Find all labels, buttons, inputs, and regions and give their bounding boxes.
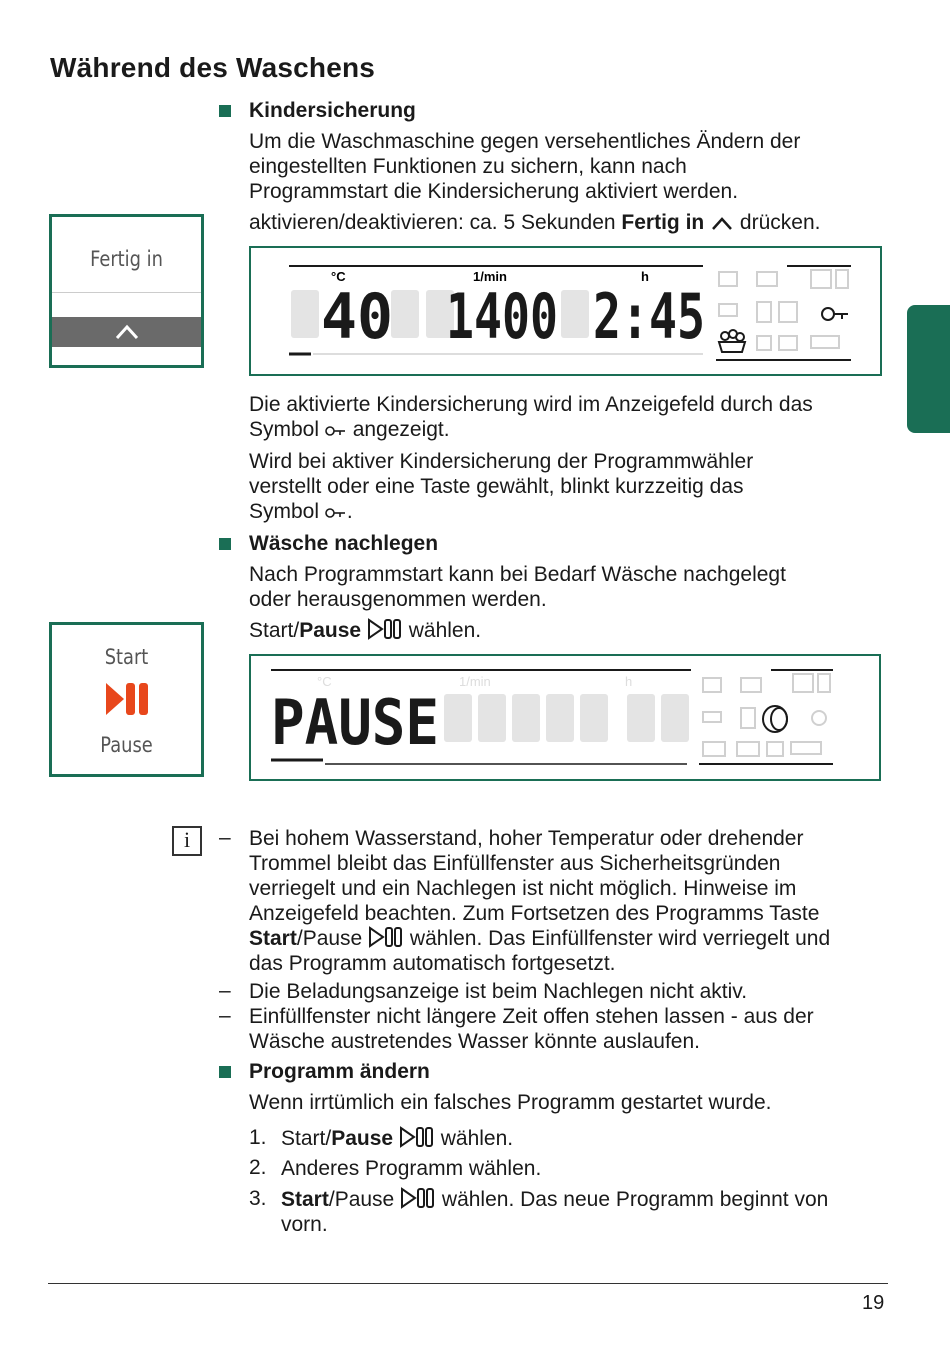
pause-text: PAUSE [271,686,439,759]
chevron-up-icon [710,214,734,232]
list-dash: – [219,1004,231,1027]
bullet-square [219,538,231,550]
info-item-2: Die Beladungsanzeige ist beim Nachlegen nicht aktiv. [249,980,748,1003]
section-title-programm: Programm ändern [249,1060,430,1083]
unit-time: h [641,269,649,284]
lcd-display [251,656,879,779]
spin-value: 1400 [446,280,558,353]
child-lock-blink-text: Wird bei aktiver Kindersicherung der Programmwähler verstellt oder eine Taste gewählt, blinkt kurzzeitig das Symbol . [249,450,754,523]
unit-time: h [625,674,633,689]
footer-divider [48,1283,888,1284]
kindersicherung-activate-text: aktivieren/deaktivieren: ca. 5 Sekunden Fertig in drücken. [249,211,821,234]
step-3: Start/Pause wählen. Das neue Programm beginnt von vorn. [281,1188,829,1236]
list-dash: – [219,979,231,1002]
program-icons [703,674,830,756]
info-icon: i [172,826,202,856]
start-pause-icon [104,681,152,717]
start-pause-icon [368,926,404,948]
list-dash: – [219,826,231,849]
chapter-tab [907,305,950,433]
temp-value: 40 [321,280,393,353]
key-icon [325,425,347,439]
key-icon [822,308,848,320]
display-panel-child-lock [249,246,882,376]
unit-temp: °C [317,674,332,689]
start-pause-icon [400,1187,436,1209]
step-number: 3. [249,1187,267,1210]
key-icon [325,507,347,521]
kindersicherung-intro: Um die Waschmaschine gegen versehentliches Ändern der eingestellten Funktionen zu sichern, kann nach Programmstart die Kindersicherung aktiviert werden. [249,130,801,203]
fertig-in-button-panel [49,214,204,368]
chevron-up-icon [114,323,140,341]
start-pause-icon [399,1126,435,1148]
basket-icon [719,330,745,352]
step-2: Anderes Programm wählen. [281,1157,542,1180]
unit-spin: 1/min [473,269,507,284]
lcd-display [251,248,880,374]
pause-label: Pause [100,733,153,757]
display-panel-pause [249,654,881,781]
program-icons [719,270,848,350]
section-title-waesche: Wäsche nachlegen [249,532,439,555]
waesche-intro: Nach Programmstart kann bei Bedarf Wäsche nachgelegt oder herausgenommen werden. [249,563,786,611]
child-lock-display-text: Die aktivierte Kindersicherung wird im Anzeigefeld durch das Symbol angezeigt. [249,393,813,441]
section-title-kindersicherung: Kindersicherung [249,99,416,122]
step-1: Start/Pause wählen. [281,1127,514,1150]
bullet-square [219,1066,231,1078]
start-pause-icon [367,618,403,640]
page-number: 19 [862,1292,885,1314]
unit-spin: 1/min [459,674,491,689]
info-item-1: Bei hohem Wasserstand, hoher Temperatur oder drehender Trommel bleibt das Einfüllfenster aus Sicherheitsgründen verriegelt und ein Nachlegen ist nicht möglich. Hinweise im Anzeigefeld beachten. Zum Fortsetzen des Programms Taste Start/Pause wählen. Das Einfüllfenster wird verriegelt und das Programm automatisch fortgesetzt. [249,827,831,975]
drum-icon [763,706,787,732]
programm-intro: Wenn irrtümlich ein falsches Programm gestartet wurde. [249,1091,772,1114]
fertig-in-button[interactable] [52,317,201,347]
page-title: Während des Waschens [50,52,376,83]
unit-temp: °C [331,269,346,284]
step-number: 2. [249,1156,267,1179]
start-label: Start [104,645,149,669]
waesche-instruction: Start/Pause wählen. [249,619,482,642]
fertig-in-label: Fertig in [90,247,163,271]
info-item-3: Einfüllfenster nicht längere Zeit offen stehen lassen - aus der Wäsche austretendes Wasser könnte auslaufen. [249,1005,814,1053]
start-pause-button-panel[interactable] [49,622,204,777]
step-number: 1. [249,1126,267,1149]
bullet-square [219,105,231,117]
time-value: 2:45 [593,280,705,353]
